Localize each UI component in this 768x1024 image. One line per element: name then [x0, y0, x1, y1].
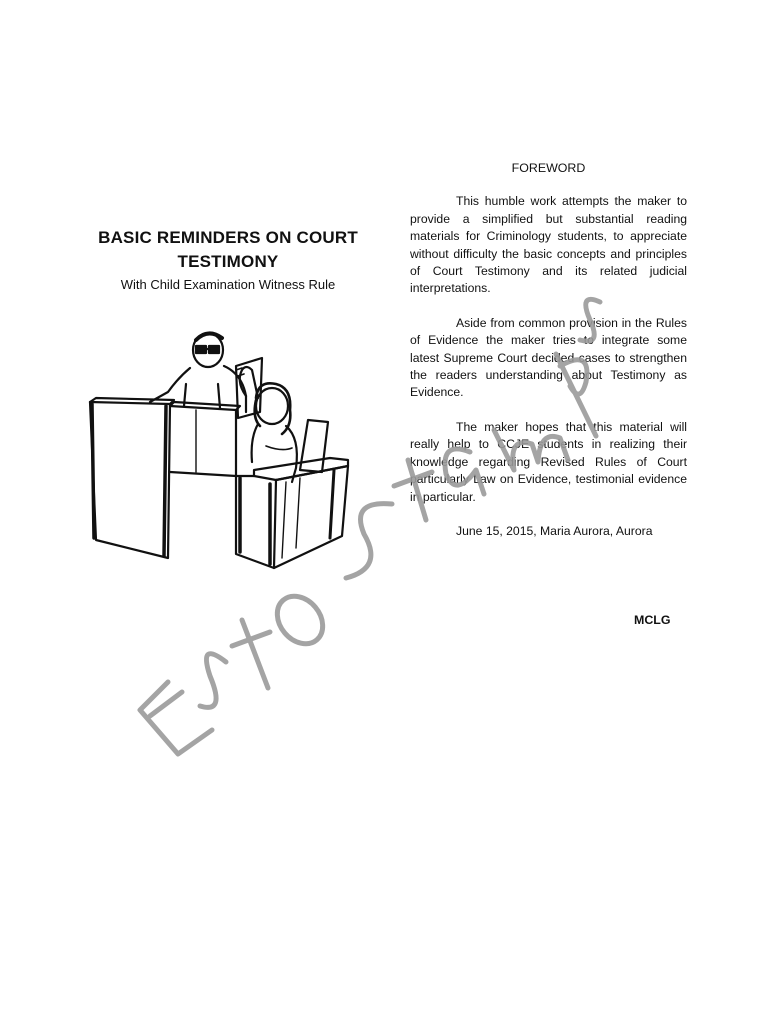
foreword-section: [410, 160, 687, 540]
courtroom-sketch-icon: [86, 326, 358, 572]
foreword-paragraph-2: Aside from common provision in the Rules of Evidence the maker tries to integrate some latest Supreme Court decided cases to strengthen the readers understanding about Testimony as Evidence.: [410, 315, 687, 400]
foreword-heading: FOREWORD: [511, 161, 586, 175]
title-line-2: TESTIMONY: [177, 252, 279, 271]
document-subtitle: With Child Examination Witness Rule: [120, 277, 336, 292]
foreword-dateline: June 15, 2015, Maria Aurora, Aurora: [456, 523, 653, 538]
cover-title-block: [78, 226, 378, 294]
foreword-paragraph-3: The maker hopes that this material will really help to CCJE students in realizing their knowledge regarding Revised Rules of Court particularly Law on Evidence, testimonial evidence in particular.: [410, 419, 687, 504]
document-title: [78, 226, 378, 274]
title-line-1: BASIC REMINDERS ON COURT: [98, 228, 358, 247]
author-initials: MCLG: [634, 613, 671, 627]
foreword-paragraph-1: This humble work attempts the maker to provide a simplified but substantial reading materials for Criminology students, to appreciate without difficulty the basic concepts and principles of Court Testimony and its related judicial interpretations.: [410, 194, 687, 296]
